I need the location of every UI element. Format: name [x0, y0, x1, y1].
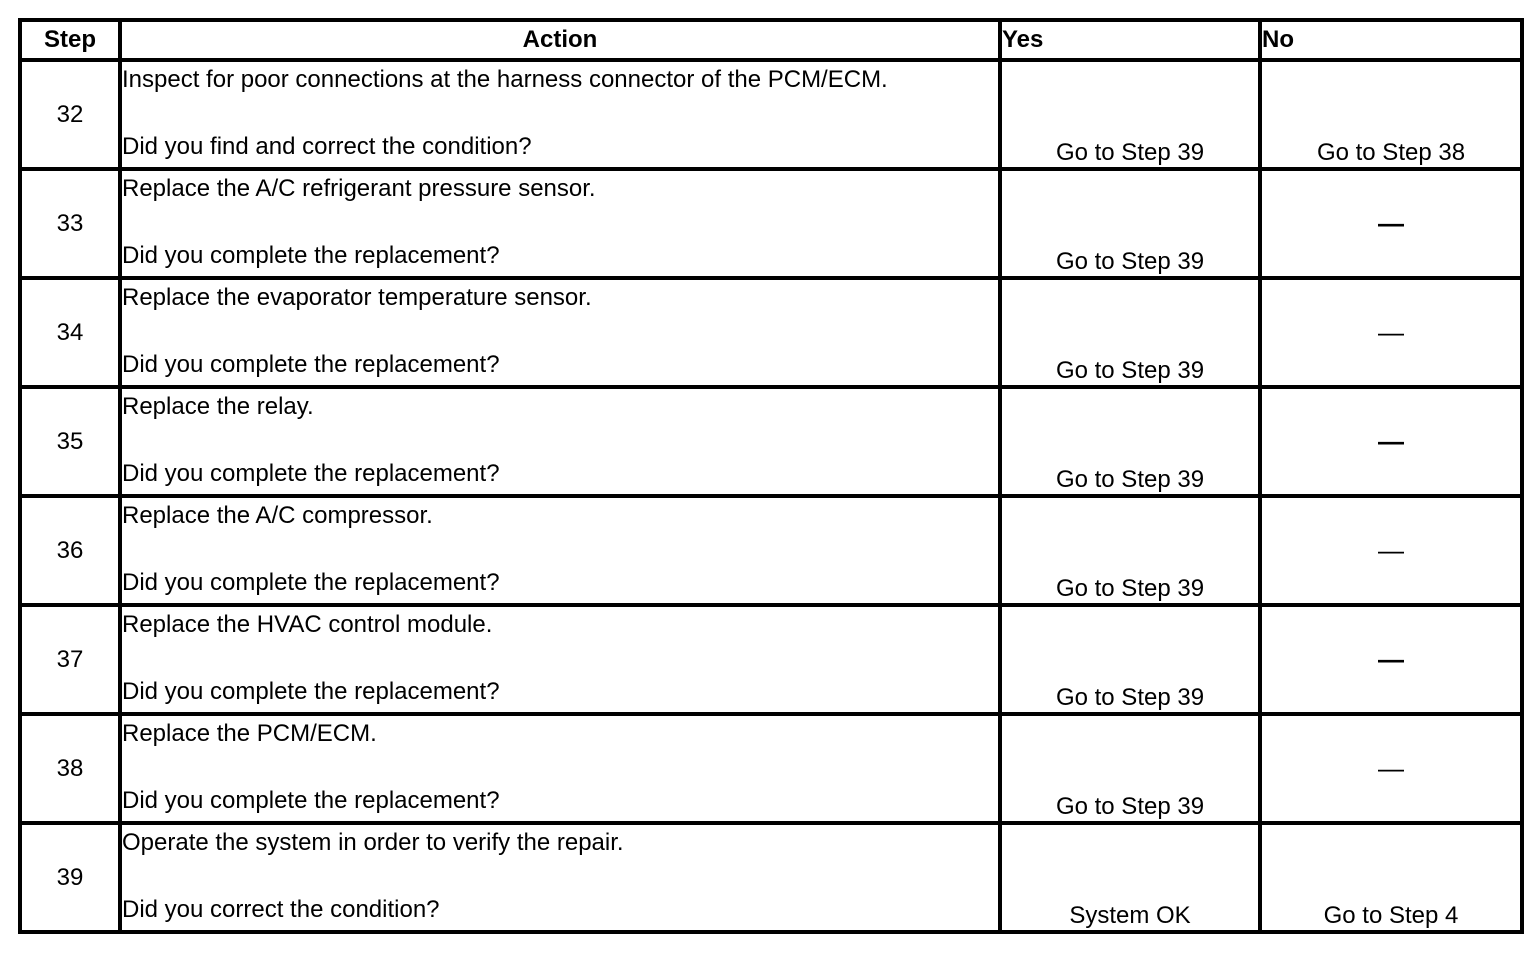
action-instruction: Replace the PCM/ECM.	[122, 720, 377, 747]
action-question: Did you find and correct the condition?	[122, 133, 532, 160]
step-number: 33	[20, 169, 120, 278]
action-question: Did you complete the replacement?	[122, 242, 500, 269]
step-number: 37	[20, 605, 120, 714]
header-row	[20, 20, 1522, 60]
no-result: Go to Step 38	[1260, 60, 1522, 169]
dash-mark: —	[1378, 207, 1404, 238]
yes-result: System OK	[1000, 823, 1260, 932]
no-result: Go to Step 4	[1260, 823, 1522, 932]
table-row	[20, 169, 1522, 278]
header-yes: Yes	[1000, 20, 1260, 60]
no-result	[1260, 169, 1522, 278]
dash-mark: —	[1378, 425, 1404, 456]
action-cell	[120, 387, 1000, 496]
table-row	[20, 387, 1522, 496]
action-instruction: Inspect for poor connections at the harness connector of the PCM/ECM.	[122, 66, 888, 93]
action-question: Did you correct the condition?	[122, 896, 440, 923]
table-row	[20, 823, 1522, 932]
no-result	[1260, 605, 1522, 714]
diagnostic-steps-table	[18, 18, 1524, 934]
action-instruction: Replace the evaporator temperature sensor.	[122, 284, 592, 311]
yes-result: Go to Step 39	[1000, 278, 1260, 387]
action-question: Did you complete the replacement?	[122, 569, 500, 596]
action-cell	[120, 169, 1000, 278]
no-result	[1260, 278, 1522, 387]
action-instruction: Replace the relay.	[122, 393, 314, 420]
yes-result: Go to Step 39	[1000, 714, 1260, 823]
diagnostic-table-wrapper	[18, 18, 1520, 934]
action-cell	[120, 714, 1000, 823]
dash-mark: —	[1378, 316, 1404, 347]
action-question: Did you complete the replacement?	[122, 460, 500, 487]
action-cell	[120, 496, 1000, 605]
action-instruction: Replace the A/C refrigerant pressure sensor.	[122, 175, 596, 202]
header-no: No	[1260, 20, 1522, 60]
action-question: Did you complete the replacement?	[122, 678, 500, 705]
table-row	[20, 60, 1522, 169]
action-cell	[120, 605, 1000, 714]
no-result	[1260, 714, 1522, 823]
action-instruction: Replace the HVAC control module.	[122, 611, 493, 638]
action-question: Did you complete the replacement?	[122, 787, 500, 814]
header-action: Action	[120, 20, 1000, 60]
yes-result: Go to Step 39	[1000, 496, 1260, 605]
no-result	[1260, 496, 1522, 605]
action-cell	[120, 278, 1000, 387]
table-row	[20, 278, 1522, 387]
step-number: 34	[20, 278, 120, 387]
table-row	[20, 496, 1522, 605]
action-question: Did you complete the replacement?	[122, 351, 500, 378]
table-row	[20, 714, 1522, 823]
step-number: 39	[20, 823, 120, 932]
dash-mark: —	[1378, 643, 1404, 674]
no-result	[1260, 387, 1522, 496]
table-body	[20, 60, 1522, 932]
yes-result: Go to Step 39	[1000, 60, 1260, 169]
step-number: 36	[20, 496, 120, 605]
dash-mark: —	[1378, 752, 1404, 783]
step-number: 35	[20, 387, 120, 496]
action-instruction: Replace the A/C compressor.	[122, 502, 433, 529]
header-step: Step	[20, 20, 120, 60]
step-number: 38	[20, 714, 120, 823]
dash-mark: —	[1378, 534, 1404, 565]
yes-result: Go to Step 39	[1000, 387, 1260, 496]
yes-result: Go to Step 39	[1000, 169, 1260, 278]
table-row	[20, 605, 1522, 714]
step-number: 32	[20, 60, 120, 169]
action-cell	[120, 60, 1000, 169]
yes-result: Go to Step 39	[1000, 605, 1260, 714]
action-cell	[120, 823, 1000, 932]
action-instruction: Operate the system in order to verify the repair.	[122, 829, 624, 856]
